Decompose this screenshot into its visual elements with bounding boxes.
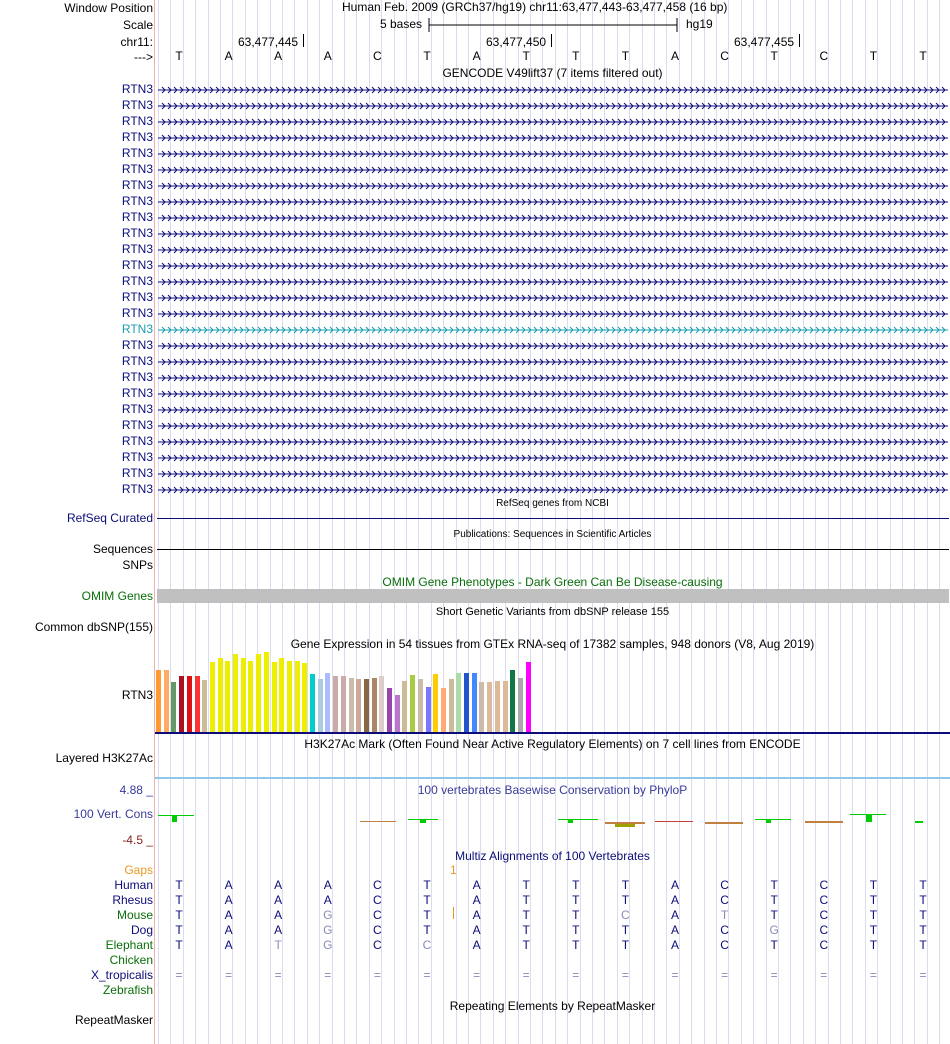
gencode-transcript-line[interactable] <box>158 116 948 126</box>
gtex-tissue-bar[interactable] <box>410 675 415 732</box>
multiz-aligned-base: T <box>869 923 878 937</box>
gencode-transcript-line[interactable] <box>158 484 948 494</box>
gtex-tissue-bar[interactable] <box>202 680 207 732</box>
gtex-tissue-bar[interactable] <box>526 662 531 732</box>
multiz-aligned-base: T <box>175 908 183 922</box>
multiz-aligned-base: C <box>373 938 382 952</box>
gencode-transcript-line[interactable] <box>158 228 948 238</box>
gtex-tissue-bar[interactable] <box>356 679 361 732</box>
gtex-tissue-bar[interactable] <box>441 688 446 732</box>
gtex-tissue-bar[interactable] <box>449 679 454 732</box>
multiz-aligned-base: T <box>869 938 878 952</box>
multiz-aligned-base: T <box>175 923 183 937</box>
gencode-transcript-line[interactable] <box>158 180 948 190</box>
reference-base: T <box>572 49 580 63</box>
multiz-aligned-base: A <box>472 908 481 922</box>
multiz-aligned-base: T <box>919 893 927 907</box>
reference-base: C <box>819 49 829 63</box>
position-tick-mark-1 <box>303 34 304 47</box>
gencode-transcript-label[interactable]: RTN3 <box>121 242 153 256</box>
phylop-conservation-plot[interactable] <box>155 800 950 850</box>
multiz-aligned-base: T <box>770 893 778 907</box>
reference-base: T <box>423 49 431 63</box>
multiz-species-label[interactable]: Chicken <box>109 953 153 967</box>
multiz-aligned-base: A <box>224 938 233 952</box>
gencode-transcript-line[interactable] <box>158 404 948 414</box>
reference-base: A <box>472 49 481 63</box>
multiz-aligned-base: = <box>373 968 381 982</box>
reference-base: C <box>373 49 382 63</box>
multiz-aligned-base: T <box>423 923 431 937</box>
multiz-aligned-base: C <box>819 908 829 922</box>
multiz-aligned-base: C <box>422 938 432 952</box>
multiz-aligned-base: T <box>423 878 431 892</box>
gencode-transcript-line[interactable] <box>158 132 948 142</box>
gencode-transcript-label[interactable]: RTN3 <box>121 402 153 416</box>
multiz-aligned-base: G <box>769 923 779 937</box>
omim-gene-bar[interactable] <box>157 589 949 603</box>
multiz-aligned-base: C <box>621 908 630 922</box>
multiz-aligned-base: C <box>819 923 829 937</box>
omim-genes-label[interactable]: OMIM Genes <box>81 589 153 603</box>
multiz-aligned-base: = <box>572 968 580 982</box>
gtex-tissue-bar[interactable] <box>333 676 338 732</box>
multiz-aligned-base: C <box>720 878 729 892</box>
multiz-aligned-base: C <box>819 878 829 892</box>
gtex-tissue-bar[interactable] <box>433 674 438 732</box>
h3k27ac-signal-line <box>155 777 950 779</box>
gencode-transcript-line[interactable] <box>158 212 948 222</box>
reference-base: T <box>770 49 778 63</box>
gtex-tissue-bar[interactable] <box>233 654 238 732</box>
gtex-tissue-bar[interactable] <box>387 688 392 732</box>
reference-base: T <box>175 49 183 63</box>
gencode-transcript-label[interactable]: RTN3 <box>121 354 153 368</box>
scale-db-label: hg19 <box>686 17 713 31</box>
multiz-aligned-base: = <box>274 968 282 982</box>
gtex-tissue-bar[interactable] <box>464 673 469 732</box>
multiz-aligned-base: = <box>770 968 778 982</box>
multiz-aligned-base: A <box>472 923 481 937</box>
multiz-aligned-base: T <box>423 893 431 907</box>
gtex-tissue-bar[interactable] <box>472 673 477 732</box>
multiz-gap-marker: 1 <box>450 863 457 877</box>
position-tick-mark-2 <box>551 34 552 47</box>
gtex-tissue-bar[interactable] <box>341 676 346 732</box>
gencode-transcript-label[interactable]: RTN3 <box>121 338 153 352</box>
gencode-transcript-line[interactable] <box>158 308 948 318</box>
multiz-species-label[interactable]: Rhesus <box>112 893 153 907</box>
multiz-track-title[interactable]: Multiz Alignments of 100 Vertebrates <box>455 849 650 863</box>
multiz-aligned-base: T <box>869 908 878 922</box>
reference-base: A <box>323 49 332 63</box>
position-tick-3: 63,477,455 <box>734 35 795 49</box>
multiz-species-label[interactable]: Zebrafish <box>102 983 153 997</box>
multiz-aligned-base: A <box>472 893 481 907</box>
gencode-transcript-line[interactable] <box>158 100 948 110</box>
phylop-label[interactable]: 100 Vert. Cons <box>73 807 153 821</box>
gtex-track-baseline <box>155 732 950 734</box>
gencode-transcript-line[interactable] <box>158 148 948 158</box>
gencode-track-title[interactable]: GENCODE V49lift37 (7 items filtered out) <box>442 66 663 80</box>
gencode-transcript-label[interactable]: RTN3 <box>121 418 153 432</box>
gtex-tissue-bar[interactable] <box>518 678 523 732</box>
multiz-aligned-base: A <box>274 923 283 937</box>
refseq-curated-label[interactable]: RefSeq Curated <box>66 511 153 525</box>
multiz-aligned-base: T <box>522 893 530 907</box>
gtex-tissue-bar[interactable] <box>318 679 323 732</box>
multiz-aligned-base: G <box>323 923 333 937</box>
scale-bases-text: 5 bases <box>380 17 423 31</box>
gtex-tissue-bar[interactable] <box>418 679 423 732</box>
gencode-transcript-label[interactable]: RTN3 <box>121 178 153 192</box>
gencode-transcript-line[interactable] <box>158 276 948 286</box>
gencode-transcript-line[interactable] <box>158 452 948 462</box>
gencode-transcript-label[interactable]: RTN3 <box>121 482 153 496</box>
gtex-tissue-bar[interactable] <box>248 661 253 732</box>
gtex-tissue-bar[interactable] <box>325 673 330 732</box>
reference-base: T <box>621 49 630 63</box>
gtex-tissue-bar[interactable] <box>426 687 431 732</box>
gtex-tissue-bar[interactable] <box>479 682 484 732</box>
gtex-tissue-bar[interactable] <box>503 681 508 732</box>
multiz-aligned-base: T <box>770 908 778 922</box>
gtex-tissue-bar[interactable] <box>164 670 169 732</box>
multiz-aligned-base: T <box>522 923 530 937</box>
multiz-aligned-base: A <box>323 893 332 907</box>
gtex-tissue-bar[interactable] <box>210 662 215 732</box>
gencode-transcript-label[interactable]: RTN3 <box>121 82 153 96</box>
gtex-tissue-bar[interactable] <box>379 676 384 732</box>
publications-sequence-line[interactable] <box>157 549 949 550</box>
gtex-tissue-bar[interactable] <box>302 663 307 732</box>
position-tick-2: 63,477,450 <box>486 35 547 49</box>
refseq-gene-line[interactable] <box>157 518 949 519</box>
multiz-aligned-base: A <box>670 878 679 892</box>
multiz-aligned-base: A <box>224 878 233 892</box>
multiz-aligned-base: = <box>869 968 877 982</box>
multiz-aligned-base: A <box>670 908 679 922</box>
multiz-mouse-insertion-marker <box>453 907 454 919</box>
multiz-aligned-base: T <box>175 878 183 892</box>
h3k27ac-label[interactable]: Layered H3K27Ac <box>55 751 153 765</box>
multiz-aligned-base: T <box>572 893 580 907</box>
gencode-transcript-label[interactable]: RTN3 <box>121 450 153 464</box>
omim-track-title[interactable]: OMIM Gene Phenotypes - Dark Green Can Be Disease-causing <box>382 575 723 589</box>
gtex-tissue-bar[interactable] <box>287 661 292 732</box>
multiz-aligned-base: C <box>373 893 382 907</box>
multiz-aligned-base: T <box>770 938 778 952</box>
multiz-aligned-base: T <box>522 908 530 922</box>
multiz-species-label[interactable]: Elephant <box>105 938 153 952</box>
gtex-tissue-bar[interactable] <box>395 695 400 732</box>
gtex-tissue-bar[interactable] <box>171 682 176 732</box>
h3k27ac-track-title[interactable]: H3K27Ac Mark (Often Found Near Active Regulatory Elements) on 7 cell lines from ENCODE <box>304 737 801 751</box>
reference-base: T <box>869 49 878 63</box>
dbsnp-track-title[interactable]: Short Genetic Variants from dbSNP release 155 <box>435 606 670 618</box>
gencode-transcript-label[interactable]: RTN3 <box>121 306 153 320</box>
label-column-separator <box>154 0 155 1044</box>
gencode-transcript-label[interactable]: RTN3 <box>121 130 153 144</box>
multiz-aligned-base: T <box>572 908 580 922</box>
multiz-aligned-base: = <box>522 968 530 982</box>
gtex-tissue-bar[interactable] <box>295 661 300 732</box>
multiz-species-label[interactable]: Human <box>114 878 153 892</box>
multiz-aligned-base: = <box>820 968 828 982</box>
multiz-aligned-base: C <box>373 878 382 892</box>
repeatmasker-track-title[interactable]: Repeating Elements by RepeatMasker <box>449 999 656 1013</box>
gtex-tissue-bar[interactable] <box>364 679 369 732</box>
phylop-ymax-label: 4.88 _ <box>119 783 153 797</box>
multiz-aligned-base: T <box>720 908 729 922</box>
multiz-aligned-base: = <box>671 968 679 982</box>
multiz-aligned-base: = <box>175 968 183 982</box>
multiz-aligned-base: T <box>621 938 630 952</box>
snps-label[interactable]: SNPs <box>122 558 153 572</box>
multiz-aligned-base: T <box>572 938 580 952</box>
multiz-aligned-base: T <box>572 878 580 892</box>
multiz-aligned-base: T <box>919 908 927 922</box>
gencode-transcript-line[interactable] <box>158 388 948 398</box>
multiz-aligned-base: G <box>323 908 333 922</box>
gtex-tissue-bar[interactable] <box>264 652 269 732</box>
reference-base: A <box>274 49 283 63</box>
gtex-tissue-bar[interactable] <box>187 676 192 732</box>
multiz-aligned-base: T <box>869 893 878 907</box>
reference-base: A <box>670 49 679 63</box>
gtex-tissue-bar[interactable] <box>456 673 461 732</box>
reference-base: T <box>919 49 927 63</box>
multiz-aligned-base: A <box>274 908 283 922</box>
gtex-tissue-bar[interactable] <box>349 678 354 732</box>
gencode-transcript-label[interactable]: RTN3 <box>121 194 153 208</box>
gtex-tissue-bar[interactable] <box>372 678 377 732</box>
multiz-aligned-base: T <box>572 923 580 937</box>
multiz-aligned-base: T <box>770 878 778 892</box>
gencode-transcript-line[interactable] <box>158 196 948 206</box>
multiz-aligned-base: = <box>324 968 332 982</box>
gencode-transcript-line[interactable] <box>158 372 948 382</box>
gencode-transcript-label[interactable]: RTN3 <box>121 146 153 160</box>
gtex-tissue-bar[interactable] <box>256 654 261 732</box>
multiz-aligned-base: A <box>274 893 283 907</box>
multiz-aligned-base: C <box>373 908 382 922</box>
multiz-aligned-base: = <box>423 968 431 982</box>
gtex-tissue-bar[interactable] <box>272 662 277 732</box>
gencode-transcript-line[interactable] <box>158 436 948 446</box>
gencode-transcript-label[interactable]: RTN3 <box>121 322 153 336</box>
multiz-aligned-base: T <box>869 878 878 892</box>
multiz-species-label[interactable]: X_tropicalis <box>90 968 153 982</box>
multiz-aligned-base: T <box>175 893 183 907</box>
phylop-ymin-label: -4.5 _ <box>122 833 153 847</box>
multiz-aligned-base: A <box>224 923 233 937</box>
gencode-transcript-label[interactable]: RTN3 <box>121 434 153 448</box>
assembly-position-readout[interactable]: Human Feb. 2009 (GRCh37/hg19) chr11:63,477,443-63,477,458 (16 bp) <box>342 0 728 14</box>
gencode-transcript-label[interactable]: RTN3 <box>121 290 153 304</box>
gencode-transcript-label[interactable]: RTN3 <box>121 274 153 288</box>
multiz-aligned-base: A <box>472 938 481 952</box>
multiz-aligned-base: A <box>224 908 233 922</box>
multiz-aligned-base: C <box>819 938 829 952</box>
gtex-tissue-bar[interactable] <box>510 670 515 732</box>
multiz-aligned-base: T <box>621 893 630 907</box>
gencode-transcript-line[interactable] <box>158 84 948 94</box>
multiz-aligned-base: T <box>175 938 183 952</box>
multiz-aligned-base: C <box>720 923 729 937</box>
reference-base: A <box>224 49 233 63</box>
multiz-aligned-base: G <box>323 938 333 952</box>
multiz-aligned-base: A <box>670 938 679 952</box>
multiz-gaps-label[interactable]: Gaps <box>124 863 153 877</box>
gtex-bar-chart[interactable] <box>155 652 545 732</box>
multiz-aligned-base: A <box>224 893 233 907</box>
gencode-transcript-line[interactable] <box>158 244 948 254</box>
reference-base: T <box>522 49 530 63</box>
gtex-tissue-bar[interactable] <box>218 658 223 732</box>
strand-label: ---> <box>134 50 153 64</box>
multiz-aligned-base: C <box>720 938 729 952</box>
publications-sequences-label[interactable]: Sequences <box>92 542 153 556</box>
gtex-tissue-bar[interactable] <box>195 676 200 732</box>
gencode-transcript-line[interactable] <box>158 292 948 302</box>
gtex-tissue-bar[interactable] <box>225 661 230 732</box>
gencode-transcript-line[interactable] <box>158 324 948 334</box>
scale-bar <box>428 17 680 33</box>
scale-label: Scale <box>122 18 153 32</box>
multiz-species-label[interactable]: Mouse <box>116 908 153 922</box>
gencode-transcript-label[interactable]: RTN3 <box>121 162 153 176</box>
multiz-aligned-base: T <box>621 878 630 892</box>
gtex-tissue-bar[interactable] <box>241 658 246 732</box>
multiz-aligned-base: T <box>919 878 927 892</box>
gencode-transcript-line[interactable] <box>158 260 948 270</box>
multiz-aligned-base: = <box>473 968 481 982</box>
multiz-aligned-base: T <box>522 938 530 952</box>
gencode-transcript-line[interactable] <box>158 420 948 430</box>
refseq-track-title[interactable]: RefSeq genes from NCBI <box>496 498 609 509</box>
gtex-tissue-bar[interactable] <box>495 681 500 732</box>
gencode-transcript-line[interactable] <box>158 356 948 366</box>
gtex-tissue-bar[interactable] <box>402 681 407 732</box>
gtex-gene-label[interactable]: RTN3 <box>121 688 153 702</box>
gtex-tissue-bar[interactable] <box>310 674 315 732</box>
gencode-transcript-label[interactable]: RTN3 <box>121 466 153 480</box>
gencode-transcript-label[interactable]: RTN3 <box>121 210 153 224</box>
multiz-species-label[interactable]: Dog <box>130 923 153 937</box>
multiz-aligned-base: A <box>670 893 679 907</box>
gencode-transcript-label[interactable]: RTN3 <box>121 386 153 400</box>
gencode-transcript-label[interactable]: RTN3 <box>121 114 153 128</box>
multiz-aligned-base: C <box>720 893 729 907</box>
multiz-aligned-base: = <box>721 968 729 982</box>
gencode-transcript-label[interactable]: RTN3 <box>121 370 153 384</box>
gtex-tissue-bar[interactable] <box>179 676 184 732</box>
position-tick-mark-3 <box>799 34 800 47</box>
multiz-aligned-base: T <box>423 908 431 922</box>
gencode-transcript-label[interactable]: RTN3 <box>121 98 153 112</box>
gencode-transcript-line[interactable] <box>158 164 948 174</box>
gencode-transcript-line[interactable] <box>158 340 948 350</box>
multiz-aligned-base: = <box>225 968 233 982</box>
reference-base: C <box>720 49 729 63</box>
multiz-aligned-base: A <box>670 923 679 937</box>
publications-track-title[interactable]: Publications: Sequences in Scientific Articles <box>453 529 652 540</box>
multiz-aligned-base: C <box>373 923 382 937</box>
multiz-aligned-base: T <box>522 878 530 892</box>
multiz-aligned-base: = <box>919 968 927 982</box>
gencode-transcript-line[interactable] <box>158 468 948 478</box>
multiz-aligned-base: = <box>621 968 629 982</box>
gtex-tissue-bar[interactable] <box>279 658 284 732</box>
chrom-label: chr11: <box>120 35 153 49</box>
gtex-tissue-bar[interactable] <box>156 670 161 732</box>
multiz-aligned-base: T <box>274 938 282 952</box>
multiz-aligned-base: C <box>819 893 829 907</box>
multiz-aligned-base: T <box>919 923 927 937</box>
gencode-transcript-label[interactable]: RTN3 <box>121 258 153 272</box>
gtex-track-title[interactable]: Gene Expression in 54 tissues from GTEx RNA-seq of 17382 samples, 948 donors (V8, Aug 2019) <box>290 637 815 651</box>
gtex-tissue-bar[interactable] <box>487 682 492 732</box>
phylop-track-title[interactable]: 100 vertebrates Basewise Conservation by PhyloP <box>417 783 688 797</box>
position-tick-1: 63,477,445 <box>238 35 299 49</box>
multiz-aligned-base: A <box>472 878 481 892</box>
multiz-aligned-base: A <box>274 878 283 892</box>
gencode-transcript-label[interactable]: RTN3 <box>121 226 153 240</box>
multiz-aligned-base: T <box>919 938 927 952</box>
repeatmasker-label[interactable]: RepeatMasker <box>74 1013 153 1027</box>
multiz-aligned-base: A <box>323 878 332 892</box>
multiz-aligned-base: T <box>621 923 630 937</box>
window-position-label: Window Position <box>64 1 153 15</box>
dbsnp-label[interactable]: Common dbSNP(155) <box>34 620 153 634</box>
